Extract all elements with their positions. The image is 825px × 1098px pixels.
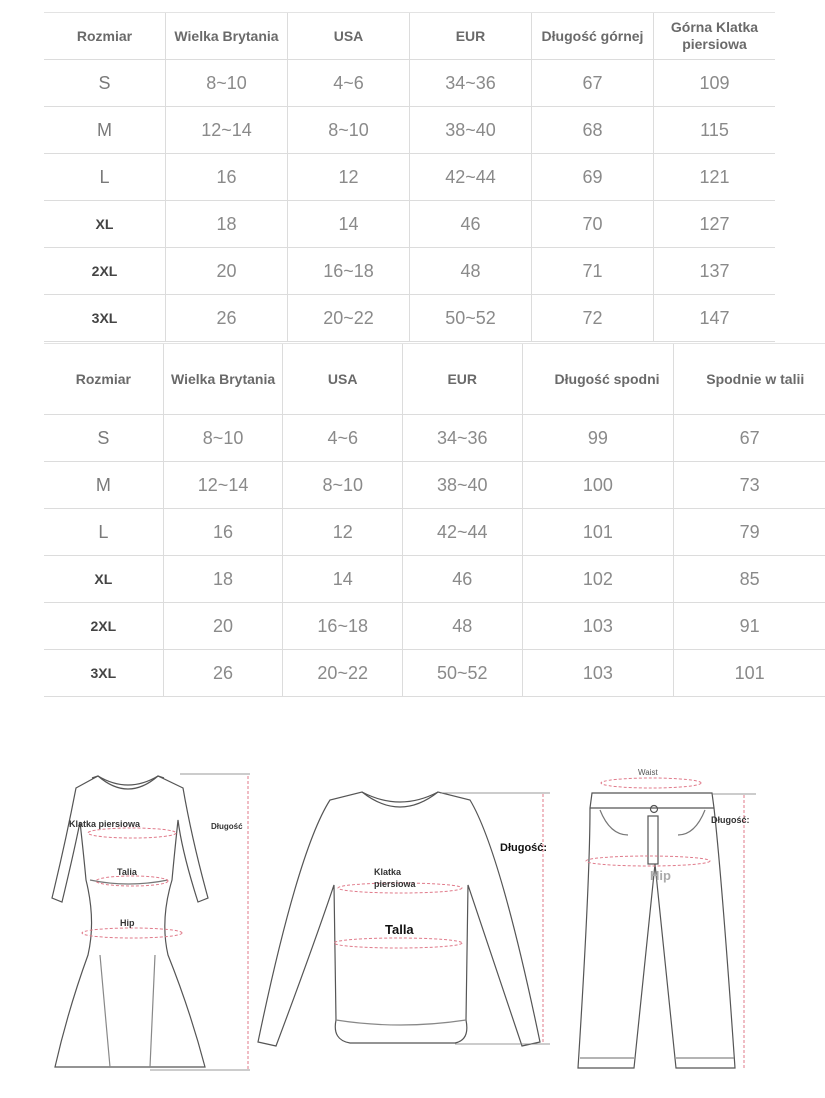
table-row (44, 462, 825, 509)
header-size: Rozmiar (44, 13, 166, 60)
dress-waist-label: Talia (117, 867, 137, 877)
eur-cell: 38~40 (402, 462, 522, 509)
eur-cell: 50~52 (410, 295, 532, 342)
uk-cell: 20 (166, 248, 288, 295)
size-cell: 2XL (44, 603, 163, 650)
waist-cell: 91 (674, 603, 825, 650)
chest-cell: 121 (654, 154, 776, 201)
top-chest-label-2: piersiowa (374, 879, 416, 889)
header-eur: EUR (410, 13, 532, 60)
size-cell: XL (44, 201, 166, 248)
long-sleeve-top-icon (258, 792, 540, 1046)
length-cell: 72 (532, 295, 654, 342)
usa-cell: 16~18 (283, 603, 403, 650)
waist-cell: 79 (674, 509, 825, 556)
usa-cell: 14 (288, 201, 410, 248)
chest-cell: 137 (654, 248, 776, 295)
top-diagram (258, 792, 540, 1046)
eur-cell: 38~40 (410, 107, 532, 154)
chest-cell: 127 (654, 201, 776, 248)
size-cell: L (44, 154, 166, 201)
size-cell: 3XL (44, 295, 166, 342)
length-cell: 68 (532, 107, 654, 154)
table-row (44, 650, 825, 697)
usa-cell: 16~18 (288, 248, 410, 295)
length-cell: 67 (532, 60, 654, 107)
table-row (44, 415, 825, 462)
uk-cell: 20 (163, 603, 283, 650)
table-row (44, 201, 775, 248)
header-pants-waist: Spodnie w talii (674, 344, 825, 415)
pants-hip-label: Hip (650, 868, 671, 883)
header-uk: Wielka Brytania (166, 13, 288, 60)
eur-cell: 48 (402, 603, 522, 650)
size-cell: M (44, 107, 166, 154)
chest-cell: 109 (654, 60, 776, 107)
uk-cell: 12~14 (166, 107, 288, 154)
table-row (44, 107, 775, 154)
uk-cell: 18 (166, 201, 288, 248)
header-upper-chest: Górna Klatka piersiowa (654, 13, 776, 60)
header-eur: EUR (402, 344, 522, 415)
uk-cell: 26 (163, 650, 283, 697)
uk-cell: 8~10 (163, 415, 283, 462)
header-usa: USA (288, 13, 410, 60)
top-length-label: Długość: (500, 842, 548, 854)
uk-cell: 18 (163, 556, 283, 603)
usa-cell: 8~10 (283, 462, 403, 509)
eur-cell: 50~52 (402, 650, 522, 697)
header-top-length: Długość górnej (532, 13, 654, 60)
uk-cell: 16 (166, 154, 288, 201)
usa-cell: 20~22 (288, 295, 410, 342)
waist-cell: 85 (674, 556, 825, 603)
measurement-diagrams (0, 740, 825, 1085)
eur-cell: 46 (402, 556, 522, 603)
dress-chest-label: Klatka piersiowa (69, 819, 141, 829)
pants-outline-icon (578, 793, 735, 1068)
header-size: Rozmiar (44, 344, 163, 415)
pants-waist-label: Waist (638, 768, 658, 777)
header-pants-length: Długość spodni (522, 344, 674, 415)
eur-cell: 34~36 (402, 415, 522, 462)
usa-cell: 14 (283, 556, 403, 603)
bottom-size-table (44, 343, 825, 697)
size-cell: 3XL (44, 650, 163, 697)
eur-cell: 46 (410, 201, 532, 248)
chest-cell: 147 (654, 295, 776, 342)
header-usa: USA (283, 344, 403, 415)
length-cell: 103 (522, 650, 674, 697)
size-cell: L (44, 509, 163, 556)
waist-cell: 101 (674, 650, 825, 697)
uk-cell: 12~14 (163, 462, 283, 509)
usa-cell: 8~10 (288, 107, 410, 154)
length-cell: 71 (532, 248, 654, 295)
waist-cell: 67 (674, 415, 825, 462)
uk-cell: 16 (163, 509, 283, 556)
size-cell: M (44, 462, 163, 509)
length-cell: 101 (522, 509, 674, 556)
usa-cell: 4~6 (288, 60, 410, 107)
top-size-table (44, 12, 775, 342)
usa-cell: 12 (283, 509, 403, 556)
size-cell: XL (44, 556, 163, 603)
usa-cell: 12 (288, 154, 410, 201)
eur-cell: 42~44 (410, 154, 532, 201)
eur-cell: 48 (410, 248, 532, 295)
length-cell: 70 (532, 201, 654, 248)
eur-cell: 34~36 (410, 60, 532, 107)
uk-cell: 8~10 (166, 60, 288, 107)
table-header-row (44, 344, 825, 415)
table-row (44, 603, 825, 650)
length-cell: 69 (532, 154, 654, 201)
size-cell: S (44, 415, 163, 462)
uk-cell: 26 (166, 295, 288, 342)
top-waist-label: Talla (385, 922, 414, 937)
usa-cell: 4~6 (283, 415, 403, 462)
dress-length-label: Długość (211, 822, 243, 831)
length-cell: 103 (522, 603, 674, 650)
table-row (44, 248, 775, 295)
table-row (44, 556, 825, 603)
length-cell: 100 (522, 462, 674, 509)
eur-cell: 42~44 (402, 509, 522, 556)
length-cell: 99 (522, 415, 674, 462)
table-row (44, 509, 825, 556)
pants-diagram (578, 793, 735, 1068)
table-header-row (44, 13, 775, 60)
dress-hip-label: Hip (120, 918, 135, 928)
pants-length-label: Długość: (711, 815, 750, 825)
usa-cell: 20~22 (283, 650, 403, 697)
size-cell: S (44, 60, 166, 107)
table-row (44, 154, 775, 201)
table-row (44, 295, 775, 342)
top-chest-label-1: Klatka (374, 867, 402, 877)
waist-cell: 73 (674, 462, 825, 509)
table-row (44, 60, 775, 107)
chest-cell: 115 (654, 107, 776, 154)
header-uk: Wielka Brytania (163, 344, 283, 415)
size-cell: 2XL (44, 248, 166, 295)
length-cell: 102 (522, 556, 674, 603)
